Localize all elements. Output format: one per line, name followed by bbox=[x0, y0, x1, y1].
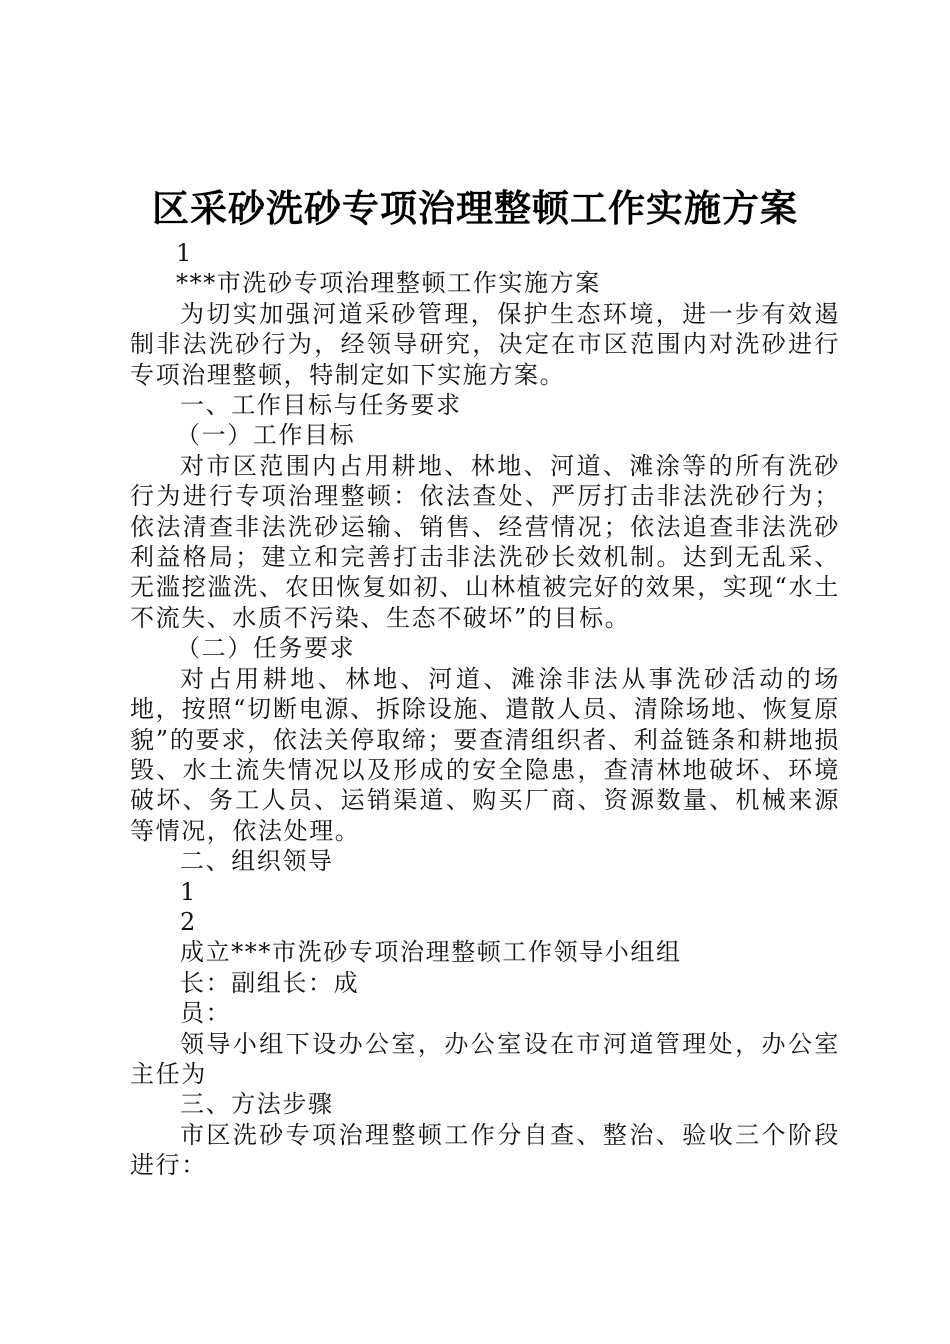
goal-paragraph: 对市区范围内占用耕地、林地、河道、滩涂等的所有洗砂行为进行专项治理整顿：依法查处、严厉打击非法洗砂行为；依法清查非法洗砂运输、销售、经营情况；依法追查非法洗砂利益格局；建立和完善打击非法洗砂长效机制。达到无乱采、无滥挖滥洗、农田恢复如初、山林植被完好的效果，实现“水土不流失、水质不污染、生态不破坏”的目标。 bbox=[130, 451, 840, 632]
section-heading-2: 二、组织领导 bbox=[180, 847, 334, 876]
page-number-marker-1: 1 bbox=[180, 877, 197, 906]
document-body bbox=[130, 238, 840, 1181]
document-title: 区采砂洗砂专项治理整顿工作实施方案 bbox=[152, 187, 798, 230]
subsection-heading-1-2: （二）任务要求 bbox=[176, 634, 356, 663]
subtitle-paragraph: ***市洗砂专项治理整顿工作实施方案 bbox=[176, 269, 601, 298]
page-number-top: 1 bbox=[176, 239, 193, 267]
leadership-group-paragraph: 成立***市洗砂专项治理整顿工作领导小组组 bbox=[180, 938, 682, 967]
steps-paragraph: 市区洗砂专项治理整顿工作分自查、整治、验收三个阶段进行： bbox=[130, 1120, 840, 1180]
page-number-marker-2: 2 bbox=[180, 907, 197, 936]
office-paragraph: 领导小组下设办公室，办公室设在市河道管理处，办公室主任为 bbox=[130, 1029, 840, 1088]
task-paragraph: 对占用耕地、林地、河道、滩涂非法从事洗砂活动的场地，按照“切断电源、拆除设施、遣散人员、清除场地、恢复原貌”的要求，依法关停取缔；要查清组织者、利益链条和耕地损毁、水土流失情况以及形成的安全隐患，查清林地破坏、环境破坏、务工人员、运销渠道、购买厂商、资源数量、机械来源等情况，依法处理。 bbox=[130, 664, 840, 845]
subsection-heading-1-1: （一）工作目标 bbox=[176, 421, 356, 450]
leadership-roles-line: 长：副组长：成 bbox=[180, 968, 360, 997]
members-line: 员： bbox=[180, 999, 232, 1028]
intro-paragraph: 为切实加强河道采砂管理，保护生态环境，进一步有效遏制非法洗砂行为，经领导研究，决定在市区范围内对洗砂进行专项治理整顿，特制定如下实施方案。 bbox=[130, 299, 840, 389]
section-heading-1: 一、工作目标与任务要求 bbox=[180, 391, 462, 420]
section-heading-3: 三、方法步骤 bbox=[180, 1090, 334, 1119]
